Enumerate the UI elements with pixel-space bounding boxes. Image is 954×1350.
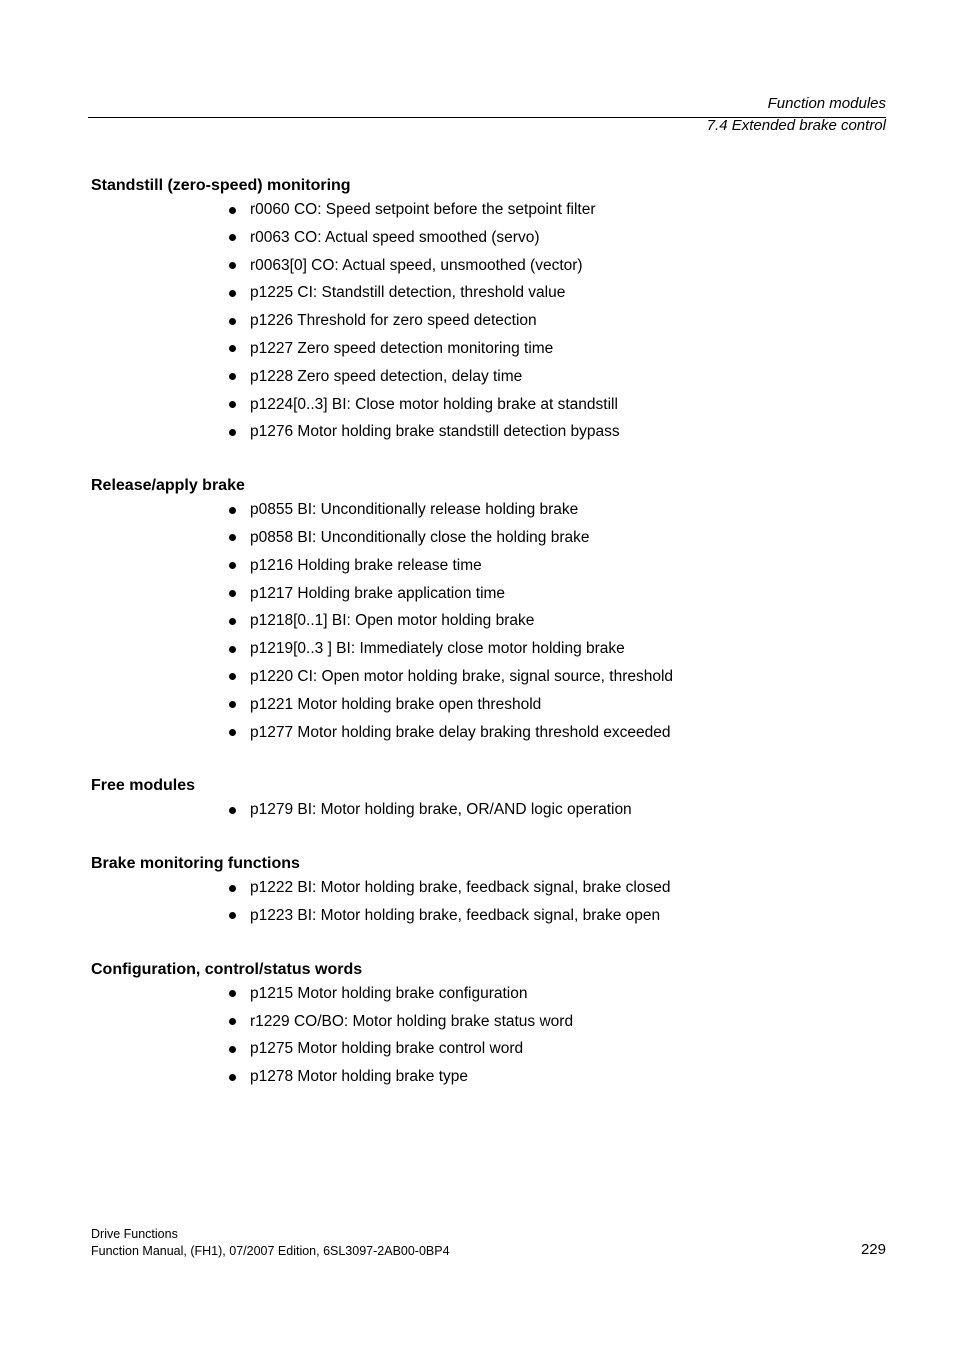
section-free-modules bbox=[91, 776, 891, 824]
bullet-icon bbox=[229, 401, 236, 408]
list-item: p1277 Motor holding brake delay braking threshold exceeded bbox=[91, 719, 891, 747]
section-heading: Brake monitoring functions bbox=[91, 855, 300, 873]
list-item: p1216 Holding brake release time bbox=[91, 552, 891, 580]
list-item: p1215 Motor holding brake configuration bbox=[91, 980, 891, 1008]
list-item: p1223 BI: Motor holding brake, feedback signal, brake open bbox=[91, 902, 891, 930]
bullet-icon bbox=[229, 262, 236, 269]
bullet-icon bbox=[229, 807, 236, 814]
bullet-icon bbox=[229, 429, 236, 436]
list-item: p1224[0..3] BI: Close motor holding brake at standstill bbox=[91, 391, 891, 419]
bullet-icon bbox=[229, 990, 236, 997]
bullet-icon bbox=[229, 1018, 236, 1025]
bullet-icon bbox=[229, 1046, 236, 1053]
list-item: p1219[0..3 ] BI: Immediately close motor holding brake bbox=[91, 635, 891, 663]
bullet-icon bbox=[229, 701, 236, 708]
bullet-icon bbox=[229, 207, 236, 214]
footer-edition: Function Manual, (FH1), 07/2007 Edition, 6SL3097-2AB00-0BP4 bbox=[91, 1244, 450, 1258]
bullet-icon bbox=[229, 290, 236, 297]
page-number: 229 bbox=[860, 1241, 886, 1258]
bullet-icon bbox=[229, 373, 236, 380]
bullet-icon bbox=[229, 912, 236, 919]
list-item: p1221 Motor holding brake open threshold bbox=[91, 691, 891, 719]
bullet-icon bbox=[229, 318, 236, 325]
list-item: r1229 CO/BO: Motor holding brake status word bbox=[91, 1008, 891, 1036]
list-item: p1227 Zero speed detection monitoring time bbox=[91, 335, 891, 363]
section-heading: Configuration, control/status words bbox=[91, 960, 363, 978]
section-release-apply-brake bbox=[91, 476, 891, 746]
bullet-icon bbox=[229, 562, 236, 569]
list-item: p1225 CI: Standstill detection, threshold value bbox=[91, 279, 891, 307]
running-header-section: 7.4 Extended brake control bbox=[706, 117, 886, 134]
parameter-list bbox=[91, 496, 891, 746]
bullet-icon bbox=[229, 590, 236, 597]
section-heading: Standstill (zero-speed) monitoring bbox=[91, 177, 351, 194]
list-item: p0858 BI: Unconditionally close the holding brake bbox=[91, 524, 891, 552]
bullet-icon bbox=[229, 885, 236, 892]
list-item: r0063[0] CO: Actual speed, unsmoothed (vector) bbox=[91, 252, 891, 280]
bullet-icon bbox=[229, 345, 236, 352]
bullet-icon bbox=[229, 507, 236, 514]
section-brake-monitoring bbox=[91, 854, 891, 930]
section-configuration-words bbox=[91, 960, 891, 1091]
list-item: p1220 CI: Open motor holding brake, signal source, threshold bbox=[91, 663, 891, 691]
bullet-icon bbox=[229, 234, 236, 241]
list-item: p0855 BI: Unconditionally release holding brake bbox=[91, 496, 891, 524]
list-item: r0063 CO: Actual speed smoothed (servo) bbox=[91, 224, 891, 252]
footer-document-title: Drive Functions bbox=[91, 1227, 178, 1241]
parameter-list bbox=[91, 874, 891, 930]
parameter-list bbox=[91, 196, 891, 446]
list-item: p1218[0..1] BI: Open motor holding brake bbox=[91, 607, 891, 635]
parameter-list bbox=[91, 796, 891, 824]
list-item: p1275 Motor holding brake control word bbox=[91, 1035, 891, 1063]
page-content bbox=[91, 176, 891, 1121]
bullet-icon bbox=[229, 1074, 236, 1081]
bullet-icon bbox=[229, 729, 236, 736]
list-item: p1279 BI: Motor holding brake, OR/AND logic operation bbox=[91, 796, 891, 824]
section-heading: Release/apply brake bbox=[91, 477, 245, 495]
section-standstill-monitoring bbox=[91, 176, 891, 446]
list-item: p1228 Zero speed detection, delay time bbox=[91, 363, 891, 391]
list-item: r0060 CO: Speed setpoint before the setpoint filter bbox=[91, 196, 891, 224]
list-item: p1222 BI: Motor holding brake, feedback signal, brake closed bbox=[91, 874, 891, 902]
list-item: p1276 Motor holding brake standstill detection bypass bbox=[91, 418, 891, 446]
section-heading: Free modules bbox=[91, 777, 196, 795]
bullet-icon bbox=[229, 646, 236, 653]
list-item: p1217 Holding brake application time bbox=[91, 580, 891, 608]
bullet-icon bbox=[229, 534, 236, 541]
list-item: p1278 Motor holding brake type bbox=[91, 1063, 891, 1091]
bullet-icon bbox=[229, 618, 236, 625]
list-item: p1226 Threshold for zero speed detection bbox=[91, 307, 891, 335]
bullet-icon bbox=[229, 673, 236, 680]
running-header-chapter: Function modules bbox=[767, 95, 886, 112]
parameter-list bbox=[91, 980, 891, 1091]
